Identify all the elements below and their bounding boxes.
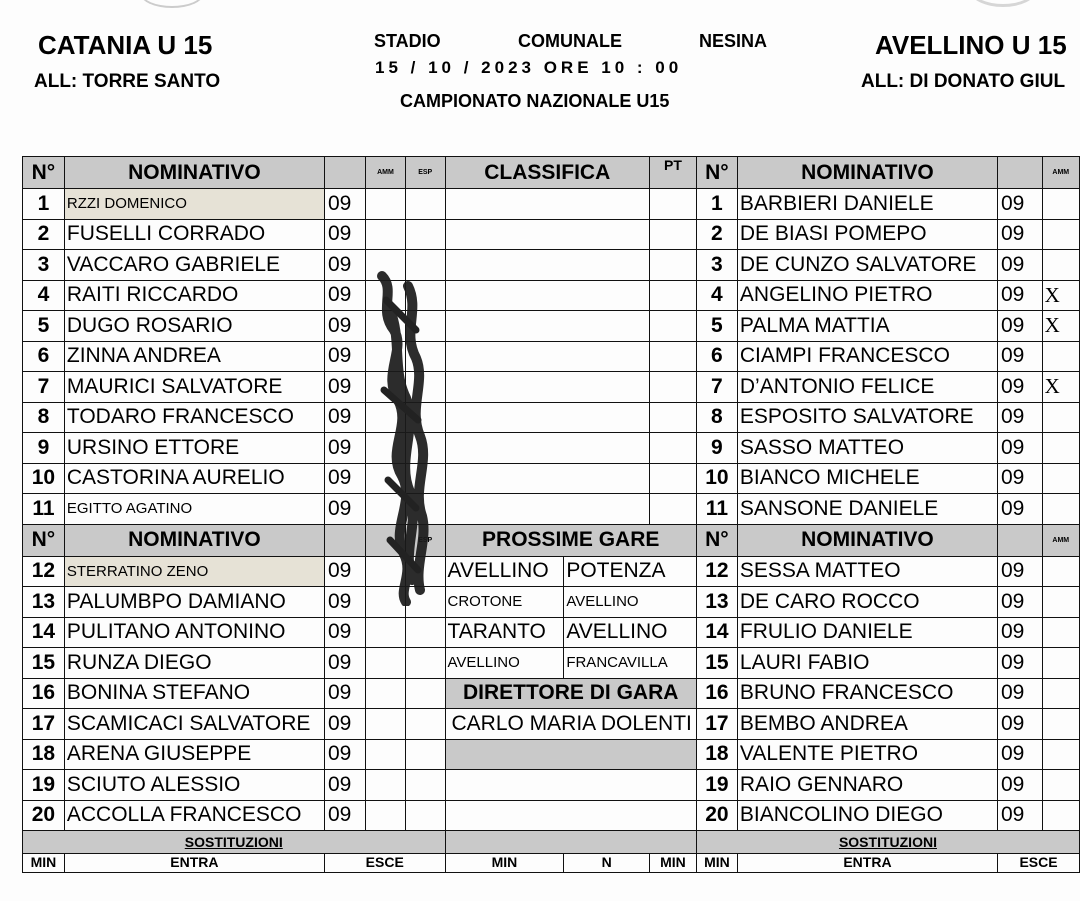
home-player-age: 09 <box>324 709 365 740</box>
home-player-number: 12 <box>23 556 65 587</box>
home-player-name: RUNZA DIEGO <box>64 648 324 679</box>
away-player-age: 09 <box>998 433 1043 464</box>
home-player-name: VACCARO GABRIELE <box>64 250 324 281</box>
player-row <box>23 494 1080 525</box>
away-player-number: 16 <box>696 678 737 709</box>
home-player-age: 09 <box>324 556 365 587</box>
classifica-points-cell <box>650 463 697 494</box>
home-esp-cell <box>405 402 445 433</box>
player-row <box>23 556 1080 587</box>
home-substitutions-header: SOSTITUZIONI <box>23 831 446 854</box>
player-row <box>23 250 1080 281</box>
header-nominativo: NOMINATIVO <box>64 524 324 556</box>
away-player-age: 09 <box>998 587 1043 618</box>
home-amm-cell <box>366 800 406 831</box>
player-row <box>23 800 1080 831</box>
player-row <box>23 311 1080 342</box>
away-player-age: 09 <box>998 311 1043 342</box>
home-amm-cell <box>366 433 406 464</box>
away-player-name: BIANCOLINO DIEGO <box>737 800 997 831</box>
away-player-name: RAIO GENNARO <box>737 770 997 801</box>
classifica-points-cell <box>650 219 697 250</box>
home-player-number: 6 <box>23 341 65 372</box>
home-player-age: 09 <box>324 372 365 403</box>
player-row <box>23 433 1080 464</box>
sub-entra-home: ENTRA <box>64 854 324 873</box>
away-player-name: DE BIASI POMEPO <box>737 219 997 250</box>
header-amm: AMM <box>366 157 406 189</box>
home-player-number: 1 <box>23 189 65 220</box>
away-amm-mark <box>1042 463 1079 494</box>
home-esp-cell <box>405 311 445 342</box>
player-row <box>23 648 1080 679</box>
away-player-name: D’ANTONIO FELICE <box>737 372 997 403</box>
next-match-away: AVELLINO <box>564 617 697 648</box>
home-player-age: 09 <box>324 433 365 464</box>
header-num: N° <box>23 524 65 556</box>
home-amm-cell <box>366 189 406 220</box>
home-player-name: SCIUTO ALESSIO <box>64 770 324 801</box>
header-nominativo-away: NOMINATIVO <box>737 524 997 556</box>
home-esp-cell <box>405 250 445 281</box>
home-esp-cell <box>405 617 445 648</box>
player-row <box>23 341 1080 372</box>
away-amm-mark <box>1042 617 1079 648</box>
away-team-name: AVELLINO U 15 <box>875 30 1067 60</box>
home-player-name: ZINNA ANDREA <box>64 341 324 372</box>
next-match-away: POTENZA <box>564 556 697 587</box>
home-player-name: ARENA GIUSEPPE <box>64 739 324 770</box>
away-player-number: 18 <box>696 739 737 770</box>
home-player-number: 9 <box>23 433 65 464</box>
away-player-name: DE CUNZO SALVATORE <box>737 250 997 281</box>
home-amm-cell <box>366 372 406 403</box>
home-esp-cell <box>405 556 445 587</box>
home-player-number: 19 <box>23 770 65 801</box>
away-amm-mark <box>1042 770 1079 801</box>
home-amm-cell <box>366 587 406 618</box>
header-row <box>23 157 1080 189</box>
home-player-age: 09 <box>324 463 365 494</box>
header-amm <box>366 524 406 556</box>
away-amm-mark <box>1042 402 1079 433</box>
home-player-age: 09 <box>324 280 365 311</box>
away-player-name: ANGELINO PIETRO <box>737 280 997 311</box>
classifica-points-cell <box>650 311 697 342</box>
away-player-number: 19 <box>696 770 737 801</box>
home-esp-cell <box>405 372 445 403</box>
home-player-name: RZZI DOMENICO <box>64 189 324 220</box>
header-blank-away <box>998 157 1043 189</box>
home-player-number: 17 <box>23 709 65 740</box>
player-row <box>23 280 1080 311</box>
next-match-home: AVELLINO <box>445 556 564 587</box>
away-player-name: LAURI FABIO <box>737 648 997 679</box>
away-amm-mark <box>1042 556 1079 587</box>
home-amm-cell <box>366 219 406 250</box>
player-row <box>23 770 1080 801</box>
home-player-name: BONINA STEFANO <box>64 678 324 709</box>
away-amm-mark <box>1042 219 1079 250</box>
away-player-number: 8 <box>696 402 737 433</box>
away-player-number: 7 <box>696 372 737 403</box>
home-player-age: 09 <box>324 739 365 770</box>
away-player-age: 09 <box>998 219 1043 250</box>
away-substitutions-header: SOSTITUZIONI <box>696 831 1079 854</box>
away-amm-mark <box>1042 250 1079 281</box>
away-player-number: 3 <box>696 250 737 281</box>
away-player-name: CIAMPI FRANCESCO <box>737 341 997 372</box>
home-player-name: RAITI RICCARDO <box>64 280 324 311</box>
away-player-number: 4 <box>696 280 737 311</box>
home-esp-cell <box>405 739 445 770</box>
home-amm-cell <box>366 648 406 679</box>
header-nominativo-away: NOMINATIVO <box>737 157 997 189</box>
away-player-name: FRULIO DANIELE <box>737 617 997 648</box>
classifica-points-cell <box>650 402 697 433</box>
away-player-number: 6 <box>696 341 737 372</box>
classifica-team-cell <box>445 463 650 494</box>
home-player-name: PALUMBPO DAMIANO <box>64 587 324 618</box>
player-row <box>23 372 1080 403</box>
home-amm-cell <box>366 770 406 801</box>
header-row <box>23 524 1080 556</box>
home-amm-cell <box>366 250 406 281</box>
substitutions-header-row <box>23 831 1080 854</box>
header-pt: PT <box>650 157 697 189</box>
home-esp-cell <box>405 709 445 740</box>
home-player-age: 09 <box>324 189 365 220</box>
away-player-age: 09 <box>998 494 1043 525</box>
venue-word-2: COMUNALE <box>518 31 622 51</box>
away-player-number: 13 <box>696 587 737 618</box>
away-player-age: 09 <box>998 709 1043 740</box>
blank-cell <box>445 800 696 831</box>
home-player-number: 13 <box>23 587 65 618</box>
header-classifica: CLASSIFICA <box>445 157 650 189</box>
away-player-age: 09 <box>998 800 1043 831</box>
classifica-points-cell <box>650 280 697 311</box>
home-player-name: URSINO ETTORE <box>64 433 324 464</box>
home-player-number: 11 <box>23 494 65 525</box>
away-player-name: BIANCO MICHELE <box>737 463 997 494</box>
home-coach: ALL: TORRE SANTO <box>34 71 221 92</box>
away-player-number: 20 <box>696 800 737 831</box>
classifica-team-cell <box>445 219 650 250</box>
header-num: N° <box>23 157 65 189</box>
home-esp-cell <box>405 219 445 250</box>
home-player-age: 09 <box>324 617 365 648</box>
classifica-team-cell <box>445 250 650 281</box>
player-row <box>23 617 1080 648</box>
away-player-number: 2 <box>696 219 737 250</box>
referee-name: CARLO MARIA DOLENTI <box>445 709 696 740</box>
home-esp-cell <box>405 648 445 679</box>
home-player-age: 09 <box>324 678 365 709</box>
sub-min-away: MIN <box>696 854 737 873</box>
header-blank <box>324 157 365 189</box>
home-team-name: CATANIA U 15 <box>38 30 213 60</box>
home-amm-cell <box>366 311 406 342</box>
away-player-age: 09 <box>998 280 1043 311</box>
home-player-age: 09 <box>324 770 365 801</box>
away-player-number: 17 <box>696 709 737 740</box>
home-player-age: 09 <box>324 341 365 372</box>
home-amm-cell <box>366 494 406 525</box>
sub-esce-away: ESCE <box>998 854 1080 873</box>
home-esp-cell <box>405 770 445 801</box>
home-player-number: 14 <box>23 617 65 648</box>
grey-blank-cell <box>445 739 696 770</box>
header-prossime-gare: PROSSIME GARE <box>445 524 696 556</box>
away-player-name: BRUNO FRANCESCO <box>737 678 997 709</box>
substitutions-columns-row <box>23 854 1080 873</box>
venue-word-1: STADIO <box>374 31 441 51</box>
player-row <box>23 709 1080 740</box>
away-amm-mark: X <box>1042 311 1079 342</box>
away-player-age: 09 <box>998 739 1043 770</box>
home-esp-cell <box>405 280 445 311</box>
player-row <box>23 678 1080 709</box>
home-amm-cell <box>366 280 406 311</box>
match-date-time: 15 / 10 / 2023 ORE 10 : 00 <box>375 58 683 77</box>
sub-entra-away: ENTRA <box>737 854 997 873</box>
venue-word-3: NESINA <box>699 31 768 51</box>
classifica-points-cell <box>650 433 697 464</box>
away-amm-mark <box>1042 341 1079 372</box>
away-player-number: 1 <box>696 189 737 220</box>
home-player-name: DUGO ROSARIO <box>64 311 324 342</box>
away-player-age: 09 <box>998 402 1043 433</box>
classifica-team-cell <box>445 494 650 525</box>
home-amm-cell <box>366 556 406 587</box>
classifica-points-cell <box>650 189 697 220</box>
home-esp-cell <box>405 494 445 525</box>
away-player-name: ESPOSITO SALVATORE <box>737 402 997 433</box>
home-player-number: 7 <box>23 372 65 403</box>
away-amm-mark <box>1042 494 1079 525</box>
away-player-name: DE CARO ROCCO <box>737 587 997 618</box>
classifica-team-cell <box>445 189 650 220</box>
away-player-age: 09 <box>998 617 1043 648</box>
classifica-points-cell <box>650 250 697 281</box>
header-blank-away <box>998 524 1043 556</box>
away-amm-mark <box>1042 739 1079 770</box>
home-player-age: 09 <box>324 402 365 433</box>
player-row <box>23 189 1080 220</box>
home-logo-edge <box>140 0 204 8</box>
sub-min-mid-2: MIN <box>650 854 697 873</box>
away-player-number: 12 <box>696 556 737 587</box>
classifica-team-cell <box>445 372 650 403</box>
middle-substitutions-header <box>445 831 696 854</box>
home-player-age: 09 <box>324 494 365 525</box>
header-amm-away: AMM <box>1042 157 1079 189</box>
home-player-number: 16 <box>23 678 65 709</box>
home-esp-cell <box>405 587 445 618</box>
home-player-name: FUSELLI CORRADO <box>64 219 324 250</box>
home-player-number: 18 <box>23 739 65 770</box>
away-amm-mark <box>1042 800 1079 831</box>
home-player-number: 10 <box>23 463 65 494</box>
home-player-name: PULITANO ANTONINO <box>64 617 324 648</box>
away-player-age: 09 <box>998 678 1043 709</box>
home-player-age: 09 <box>324 250 365 281</box>
sub-min-mid-1: MIN <box>445 854 564 873</box>
home-player-name: MAURICI SALVATORE <box>64 372 324 403</box>
player-row <box>23 587 1080 618</box>
home-esp-cell <box>405 678 445 709</box>
home-player-age: 09 <box>324 219 365 250</box>
home-amm-cell <box>366 709 406 740</box>
home-esp-cell <box>405 189 445 220</box>
away-amm-mark: X <box>1042 372 1079 403</box>
away-player-number: 9 <box>696 433 737 464</box>
home-amm-cell <box>366 402 406 433</box>
home-amm-cell <box>366 463 406 494</box>
home-player-number: 8 <box>23 402 65 433</box>
blank-cell <box>445 770 696 801</box>
home-player-number: 5 <box>23 311 65 342</box>
player-row <box>23 402 1080 433</box>
away-player-age: 09 <box>998 556 1043 587</box>
home-player-number: 15 <box>23 648 65 679</box>
away-player-name: BEMBO ANDREA <box>737 709 997 740</box>
away-player-name: BARBIERI DANIELE <box>737 189 997 220</box>
home-esp-cell <box>405 433 445 464</box>
player-row <box>23 463 1080 494</box>
away-player-number: 10 <box>696 463 737 494</box>
away-player-age: 09 <box>998 341 1043 372</box>
sub-esce-home: ESCE <box>324 854 445 873</box>
away-player-age: 09 <box>998 250 1043 281</box>
player-row <box>23 739 1080 770</box>
classifica-points-cell <box>650 341 697 372</box>
away-amm-mark <box>1042 678 1079 709</box>
away-player-age: 09 <box>998 463 1043 494</box>
home-esp-cell <box>405 463 445 494</box>
classifica-team-cell <box>445 341 650 372</box>
home-player-name: ACCOLLA FRANCESCO <box>64 800 324 831</box>
away-coach: ALL: DI DONATO GIUL <box>861 71 1066 92</box>
home-amm-cell <box>366 678 406 709</box>
next-match-home: TARANTO <box>445 617 564 648</box>
home-player-name: STERRATINO ZENO <box>64 556 324 587</box>
referee-label: DIRETTORE DI GARA <box>445 678 696 709</box>
next-match-home: CROTONE <box>445 587 564 618</box>
home-player-name: TODARO FRANCESCO <box>64 402 324 433</box>
away-player-age: 09 <box>998 189 1043 220</box>
away-logo-edge <box>970 0 1036 7</box>
home-player-name: SCAMICACI SALVATORE <box>64 709 324 740</box>
header-esp: ESP <box>405 157 445 189</box>
next-match-home: AVELLINO <box>445 648 564 679</box>
away-player-age: 09 <box>998 648 1043 679</box>
away-amm-mark <box>1042 709 1079 740</box>
away-player-name: VALENTE PIETRO <box>737 739 997 770</box>
away-amm-mark <box>1042 648 1079 679</box>
home-player-age: 09 <box>324 648 365 679</box>
away-amm-mark <box>1042 587 1079 618</box>
away-player-number: 5 <box>696 311 737 342</box>
home-player-name: EGITTO AGATINO <box>64 494 324 525</box>
away-player-age: 09 <box>998 770 1043 801</box>
classifica-points-cell <box>650 494 697 525</box>
away-player-name: SASSO MATTEO <box>737 433 997 464</box>
away-amm-mark: X <box>1042 280 1079 311</box>
player-row <box>23 219 1080 250</box>
away-player-name: SESSA MATTEO <box>737 556 997 587</box>
away-amm-mark <box>1042 189 1079 220</box>
home-player-name: CASTORINA AURELIO <box>64 463 324 494</box>
header-nominativo: NOMINATIVO <box>64 157 324 189</box>
away-player-number: 14 <box>696 617 737 648</box>
away-player-number: 11 <box>696 494 737 525</box>
classifica-points-cell <box>650 372 697 403</box>
header-num-away: N° <box>696 157 737 189</box>
next-match-away: FRANCAVILLA <box>564 648 697 679</box>
home-esp-cell <box>405 800 445 831</box>
classifica-team-cell <box>445 433 650 464</box>
classifica-team-cell <box>445 311 650 342</box>
home-amm-cell <box>366 739 406 770</box>
home-amm-cell <box>366 341 406 372</box>
away-amm-mark <box>1042 433 1079 464</box>
match-sheet-table <box>22 156 1080 873</box>
competition-title: CAMPIONATO NAZIONALE U15 <box>400 91 670 111</box>
header-num-away: N° <box>696 524 737 556</box>
classifica-team-cell <box>445 280 650 311</box>
header-amm-away: AMM <box>1042 524 1079 556</box>
home-esp-cell <box>405 341 445 372</box>
sub-n-mid-1: N <box>564 854 650 873</box>
home-player-age: 09 <box>324 311 365 342</box>
classifica-team-cell <box>445 402 650 433</box>
header-blank <box>324 524 365 556</box>
home-player-number: 4 <box>23 280 65 311</box>
away-player-age: 09 <box>998 372 1043 403</box>
away-player-name: SANSONE DANIELE <box>737 494 997 525</box>
home-player-number: 3 <box>23 250 65 281</box>
home-amm-cell <box>366 617 406 648</box>
home-player-number: 20 <box>23 800 65 831</box>
next-match-away: AVELLINO <box>564 587 697 618</box>
sub-min-home: MIN <box>23 854 65 873</box>
away-player-name: PALMA MATTIA <box>737 311 997 342</box>
away-player-number: 15 <box>696 648 737 679</box>
home-player-age: 09 <box>324 800 365 831</box>
home-player-number: 2 <box>23 219 65 250</box>
home-player-age: 09 <box>324 587 365 618</box>
header-esp: ESP <box>405 524 445 556</box>
